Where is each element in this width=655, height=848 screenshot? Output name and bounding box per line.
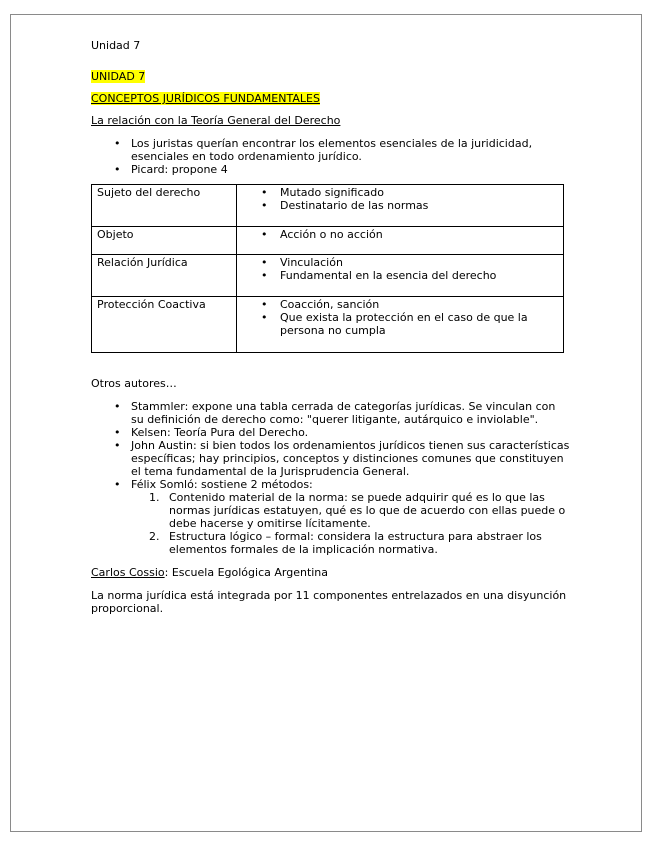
table-cell-label: Objeto xyxy=(92,227,237,255)
table-cell-items xyxy=(237,297,564,353)
list-item: • Los juristas querían encontrar los elementos esenciales de la juridicidad, esenciales en todo ordenamiento jurídico. xyxy=(91,137,571,163)
list-item: • Fundamental en la esencia del derecho xyxy=(242,269,558,282)
numbered-item xyxy=(91,491,571,530)
unit-title-line xyxy=(91,70,571,83)
cossio-name: Carlos Cossio xyxy=(91,566,165,579)
list-item: • Coacción, sanción xyxy=(242,298,558,311)
document-page xyxy=(10,14,642,832)
numbered-item xyxy=(91,530,571,556)
cossio-line xyxy=(91,566,571,579)
authors-list xyxy=(91,400,571,556)
list-item: • Picard: propone 4 xyxy=(91,163,571,176)
cossio-description: : Escuela Egológica Argentina xyxy=(164,566,329,579)
concepts-title: CONCEPTOS JURÍDICOS FUNDAMENTALES xyxy=(91,92,320,105)
intro-list xyxy=(91,137,571,176)
document-content xyxy=(91,39,571,615)
table-cell-items xyxy=(237,227,564,255)
concepts-table xyxy=(91,184,564,353)
page-header: Unidad 7 xyxy=(91,39,141,52)
table-cell-items xyxy=(237,255,564,297)
item-number: 2. xyxy=(149,530,160,543)
section-heading: La relación con la Teoría General del Derecho xyxy=(91,114,341,127)
final-paragraph: La norma jurídica está integrada por 11 componentes entrelazados en una disyunción proporcional. xyxy=(91,589,567,615)
list-item: • Destinatario de las normas xyxy=(242,199,558,212)
otros-autores-label: Otros autores… xyxy=(91,377,177,390)
table-cell-label: Sujeto del derecho xyxy=(92,185,237,227)
table-row xyxy=(92,297,564,353)
item-text: Contenido material de la norma: se puede adquirir qué es lo que las normas jurídicas estatuyen, qué es lo que de acuerdo con ellas puede o debe hacerse y omitirse lícitamente. xyxy=(169,491,566,530)
list-item: • John Austin: si bien todos los ordenamientos jurídicos tienen sus características específicas; hay principios, conceptos y distinciones comunes que constituyen el tema fundamental de la Jurisprudencia General. xyxy=(91,439,571,478)
list-item: • Acción o no acción xyxy=(242,228,558,241)
table-cell-items xyxy=(237,185,564,227)
list-item: • Vinculación xyxy=(242,256,558,269)
item-number: 1. xyxy=(149,491,160,504)
list-item: • Que exista la protección en el caso de que la persona no cumpla xyxy=(242,311,558,337)
somlo-intro: Félix Somló: sostiene 2 métodos: xyxy=(131,478,313,491)
list-item xyxy=(91,478,571,556)
table-cell-label: Relación Jurídica xyxy=(92,255,237,297)
somlo-methods-list xyxy=(91,491,571,556)
concepts-title-line xyxy=(91,92,571,105)
table-cell-label: Protección Coactiva xyxy=(92,297,237,353)
table-row xyxy=(92,227,564,255)
list-item: • Kelsen: Teoría Pura del Derecho. xyxy=(91,426,571,439)
table-row xyxy=(92,255,564,297)
list-item: • Mutado significado xyxy=(242,186,558,199)
unit-title: UNIDAD 7 xyxy=(91,70,146,83)
table-row xyxy=(92,185,564,227)
item-text: Estructura lógico – formal: considera la estructura para abstraer los elementos formales de la implicación normativa. xyxy=(169,530,542,556)
list-item: • Stammler: expone una tabla cerrada de categorías jurídicas. Se vinculan con su definición de derecho como: "querer litigante, autárquico e inviolable". xyxy=(91,400,571,426)
